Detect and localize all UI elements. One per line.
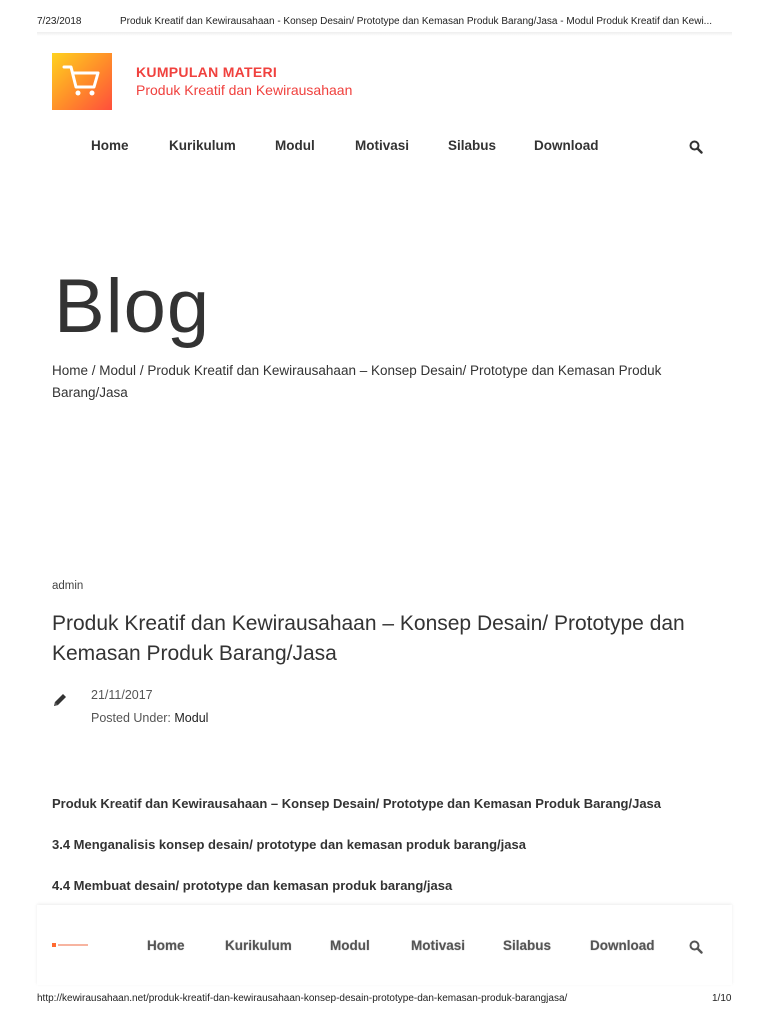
site-logo[interactable] xyxy=(52,53,112,110)
sticky-nav-download[interactable]: Download xyxy=(590,938,655,953)
print-page-number: 1/10 xyxy=(712,993,732,1004)
brand-title[interactable]: KUMPULAN MATERI xyxy=(136,64,278,80)
header-divider xyxy=(37,32,732,36)
posted-under-label: Posted Under: xyxy=(91,711,175,725)
page-title: Blog xyxy=(54,264,211,349)
print-page-title: Produk Kreatif dan Kewirausahaan - Konsep Desain/ Prototype dan Kemasan Produk Barang/Jasa - Modul Produk Kreatif dan Kewi... xyxy=(120,16,713,27)
nav-download[interactable]: Download xyxy=(534,138,599,153)
nav-home[interactable]: Home xyxy=(91,138,129,153)
posted-under xyxy=(91,711,208,725)
print-url: http://kewirausahaan.net/produk-kreatif-dan-kewirausahaan-konsep-desain-prototype-dan-kemasan-produk-barangjasa/ xyxy=(37,993,568,1004)
nav-silabus[interactable]: Silabus xyxy=(448,138,497,153)
sticky-nav-bar xyxy=(37,905,732,985)
sticky-nav-motivasi[interactable]: Motivasi xyxy=(411,938,466,953)
breadcrumb xyxy=(52,360,712,404)
post-author[interactable]: admin xyxy=(52,580,84,592)
brand-subtitle[interactable]: Produk Kreatif dan Kewirausahaan xyxy=(136,82,353,98)
post-title: Produk Kreatif dan Kewirausahaan – Konsep Desain/ Prototype dan Kemasan Produk Barang/Jasa xyxy=(52,612,685,665)
content-competency-3-4: 3.4 Menganalisis konsep desain/ prototype dan kemasan produk barang/jasa xyxy=(52,837,526,852)
post-date: 21/11/2017 xyxy=(91,688,153,702)
breadcrumb-home[interactable]: Home xyxy=(52,363,89,378)
breadcrumb-modul[interactable]: Modul xyxy=(99,363,137,378)
sticky-nav-kurikulum[interactable]: Kurikulum xyxy=(225,938,292,953)
sticky-logo[interactable] xyxy=(52,943,88,947)
nav-modul[interactable]: Modul xyxy=(275,138,315,153)
search-icon[interactable] xyxy=(689,140,703,159)
logo-text-line xyxy=(58,944,88,946)
shopping-cart-icon xyxy=(62,63,102,99)
breadcrumb-separator: / xyxy=(88,363,100,378)
nav-motivasi[interactable]: Motivasi xyxy=(355,138,410,153)
search-icon[interactable] xyxy=(689,940,703,959)
print-footer xyxy=(0,993,768,1007)
nav-kurikulum[interactable]: Kurikulum xyxy=(169,138,236,153)
sticky-nav-home[interactable]: Home xyxy=(147,938,185,953)
content-heading: Produk Kreatif dan Kewirausahaan – Konsep Desain/ Prototype dan Kemasan Produk Barang/Jasa xyxy=(52,796,662,811)
content-competency-4-4: 4.4 Membuat desain/ prototype dan kemasan produk barang/jasa xyxy=(52,878,453,893)
logo-mark xyxy=(52,943,56,947)
breadcrumb-separator: / xyxy=(136,363,148,378)
breadcrumb-current: Produk Kreatif dan Kewirausahaan – Konsep Desain/ Prototype dan Kemasan Produk Barang/Jasa xyxy=(52,363,662,400)
print-header xyxy=(0,10,768,26)
main-nav xyxy=(0,138,768,158)
sticky-nav-modul[interactable]: Modul xyxy=(330,938,370,953)
sticky-nav-silabus[interactable]: Silabus xyxy=(503,938,552,953)
print-date: 7/23/2018 xyxy=(37,16,82,27)
pencil-icon xyxy=(52,692,68,713)
post-category-link[interactable]: Modul xyxy=(174,711,209,725)
